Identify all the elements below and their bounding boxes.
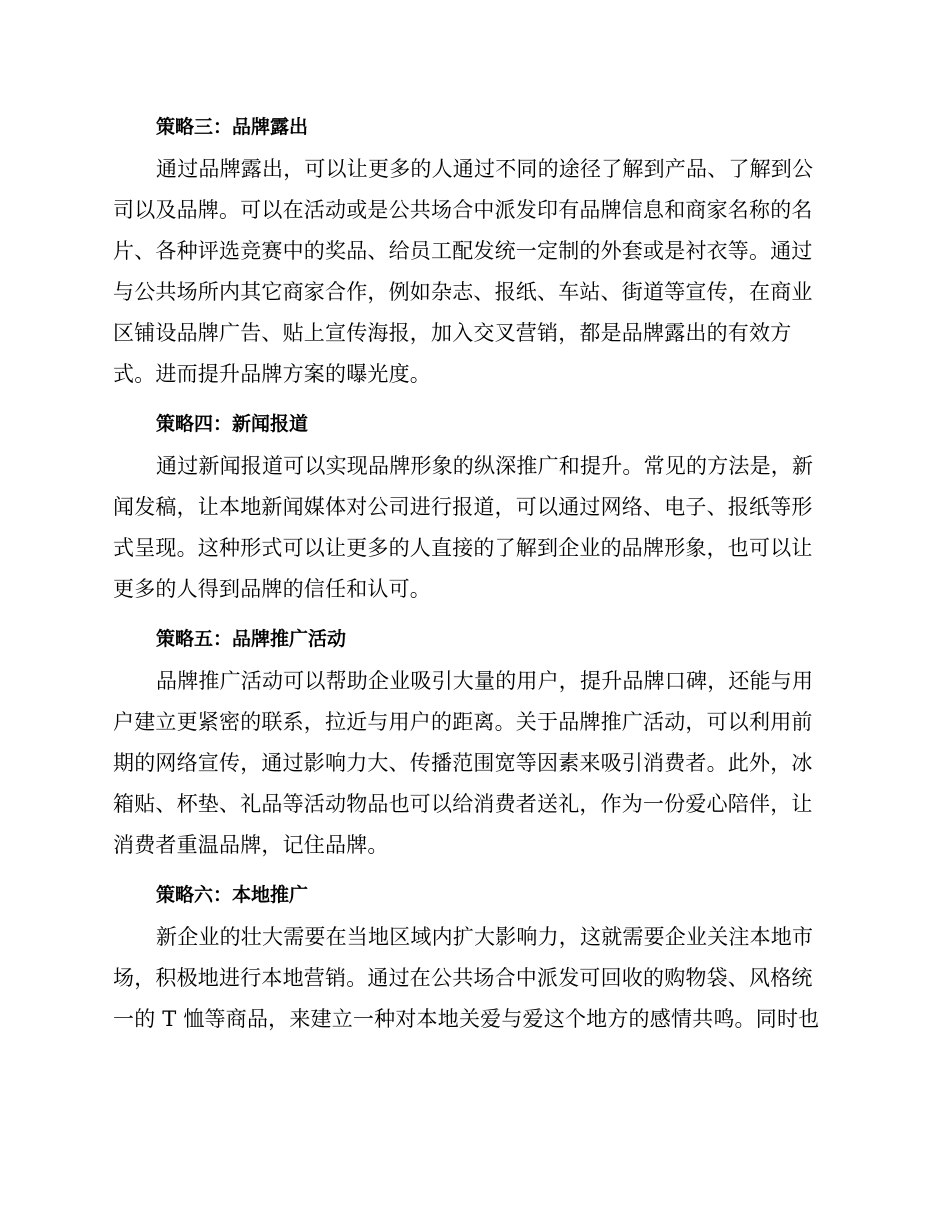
section-paragraph — [113, 149, 831, 395]
paragraph-line: 司以及品牌。可以在活动或是公共场合中派发印有品牌信息和商家名称的名 — [113, 198, 813, 222]
section-heading: 策略六：本地推广 — [156, 884, 309, 906]
paragraph-line: 场，积极地进行本地营销。通过在公共场合中派发可回收的购物袋、风格统 — [113, 966, 813, 990]
paragraph-line: 片、各种评选竞赛中的奖品、给员工配发统一定制的外套或是衬衣等。通过 — [113, 239, 813, 263]
paragraph-line: 箱贴、杯垫、礼品等活动物品也可以给消费者送礼，作为一份爱心陪伴，让 — [113, 792, 813, 816]
paragraph-line: 户建立更紧密的联系，拉近与用户的距离。关于品牌推广活动，可以利用前 — [113, 710, 813, 734]
paragraph-line: 式。进而提升品牌方案的曝光度。 — [113, 362, 431, 386]
paragraph-line: 新企业的壮大需要在当地区域内扩大影响力，这就需要企业关注本地市 — [156, 925, 814, 949]
section-paragraph — [113, 446, 831, 610]
paragraph-line: 区铺设品牌广告、贴上宣传海报，加入交叉营销，都是品牌露出的有效方 — [113, 321, 792, 345]
paragraph-line: 消费者重温品牌，记住品牌。 — [113, 833, 389, 857]
paragraph-line: 品牌推广活动可以帮助企业吸引大量的用户，提升品牌口碑，还能与用 — [156, 669, 814, 693]
paragraph-line: 闻发稿，让本地新闻媒体对公司进行报道，可以通过网络、电子、报纸等形 — [113, 495, 813, 519]
section-heading: 策略四：新闻报道 — [156, 413, 309, 435]
paragraph-line: 一的 T 恤等商品，来建立一种对本地关爱与爱这个地方的感情共鸣。同时也 — [113, 1007, 820, 1031]
document-body — [113, 108, 831, 1050]
paragraph-line: 通过新闻报道可以实现品牌形象的纵深推广和提升。常见的方法是，新 — [156, 454, 814, 478]
paragraph-line: 更多的人得到品牌的信任和认可。 — [113, 577, 431, 601]
section-paragraph — [113, 661, 831, 866]
paragraph-line: 通过品牌露出，可以让更多的人通过不同的途径了解到产品、了解到公 — [156, 157, 814, 181]
section-heading: 策略五：品牌推广活动 — [156, 628, 347, 650]
paragraph-line: 式呈现。这种形式可以让更多的人直接的了解到企业的品牌形象，也可以让 — [113, 536, 813, 560]
section-paragraph — [113, 917, 831, 1040]
section-heading: 策略三：品牌露出 — [156, 116, 309, 138]
paragraph-line: 与公共场所内其它商家合作，例如杂志、报纸、车站、街道等宣传，在商业 — [113, 280, 813, 304]
paragraph-line: 期的网络宣传，通过影响力大、传播范围宽等因素来吸引消费者。此外，冰 — [113, 751, 813, 775]
